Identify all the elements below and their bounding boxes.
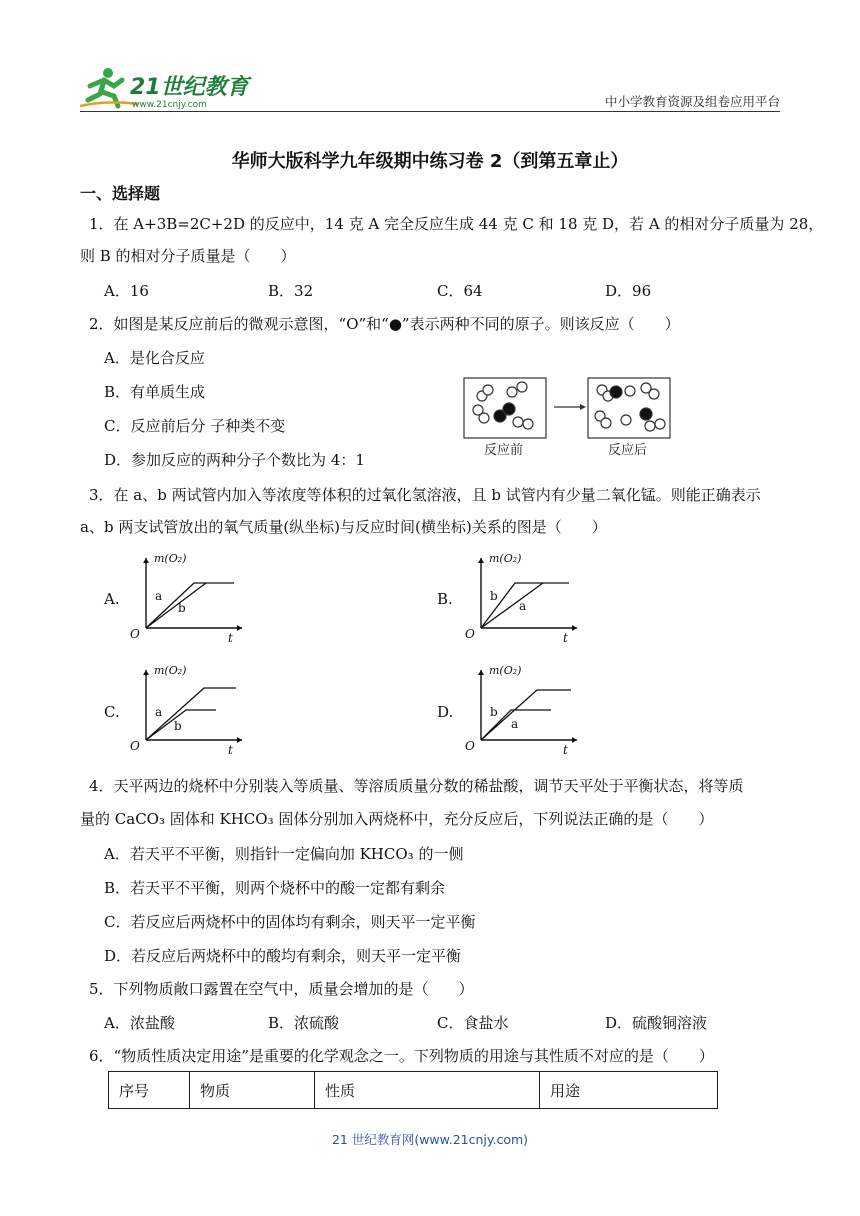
after-label: 反应后 (608, 443, 648, 458)
q4-stem-line1: 4．天平两边的烧杯中分别装入等质量、等溶质质量分数的稀盐酸，调节天平处于平衡状态，将等质 (89, 777, 744, 795)
q5-option-b: B．浓硫酸 (268, 1014, 340, 1032)
q2-option-b: B．有单质生成 (104, 383, 206, 401)
q2-molecule-diagram (462, 376, 672, 460)
q3-option-b: B. (437, 590, 453, 608)
q3-stem-line2: a、b 两支试管放出的氧气质量(纵坐标)与反应时间(横坐标)关系的图是（ ） (80, 518, 607, 536)
series-b-label: b (490, 589, 498, 603)
table-header-cell: 物质 (190, 1072, 315, 1109)
section-heading: 一、选择题 (80, 184, 161, 203)
q3-graph-b (463, 548, 579, 644)
logo-text: 21世纪教育 (130, 75, 249, 100)
q3-graph-d (463, 660, 579, 756)
q1-option-d: D．96 (605, 282, 652, 300)
q5-option-c: C．食盐水 (437, 1014, 509, 1032)
q6-stem: 6．“物质性质决定用途”是重要的化学观念之一。下列物质的用途与其性质不对应的是（ ） (89, 1047, 714, 1065)
footer: 21 世纪教育网(www.21cnjy.com) (331, 1132, 529, 1147)
series-a-label: a (155, 705, 163, 719)
origin-label: O (130, 739, 140, 753)
q4-stem-line2: 量的 CaCO₃ 固体和 KHCO₃ 固体分别加入两烧杯中，充分反应后，下列说法正确的是（ ） (80, 810, 714, 828)
x-axis-label: t (228, 743, 233, 756)
q2-stem: 2．如图是某反应前后的微观示意图，“O”和“●”表示两种不同的原子。则该反应（ ） (89, 315, 680, 333)
series-b-label: b (490, 705, 498, 719)
q3-graph-c (128, 660, 244, 756)
q4-option-d: D．若反应后两烧杯中的酸均有剩余，则天平一定平衡 (104, 947, 462, 965)
platform-label: 中小学教育资源及组卷应用平台 (604, 94, 780, 109)
q3-option-d: D. (437, 703, 454, 721)
q5-option-d: D．硫酸铜溶液 (605, 1014, 708, 1032)
header-divider (80, 111, 780, 112)
series-b-label: b (174, 719, 182, 733)
table-header-row (109, 1072, 718, 1109)
origin-label: O (130, 627, 140, 641)
table-header-cell: 用途 (540, 1072, 718, 1109)
q4-option-b: B．若天平不平衡，则两个烧杯中的酸一定都有剩余 (104, 879, 446, 897)
series-a-label: a (155, 589, 163, 603)
x-axis-label: t (228, 631, 233, 644)
arrow-icon (580, 404, 586, 410)
origin-label: O (465, 627, 475, 641)
q3-option-c: C. (104, 703, 120, 721)
q1-option-c: C．64 (437, 282, 483, 300)
q3-stem-line1: 3．在 a、b 两试管内加入等浓度等体积的过氧化氢溶液，且 b 试管内有少量二氧化锰。则能正确表示 (89, 486, 761, 504)
series-a-label: a (519, 599, 527, 613)
y-axis-label: m(O₂) (154, 664, 187, 677)
q5-stem: 5．下列物质敞口露置在空气中，质量会增加的是（ ） (89, 980, 474, 998)
q1-option-b: B．32 (268, 282, 314, 300)
y-axis-label: m(O₂) (489, 552, 522, 565)
q4-option-a: A．若天平不平衡，则指针一定偏向加 KHCO₃ 的一侧 (104, 845, 464, 863)
q1-stem-line2: 则 B 的相对分子质量是（ ） (80, 247, 296, 265)
q2-option-a: A．是化合反应 (104, 349, 205, 367)
q5-option-a: A．浓盐酸 (104, 1014, 175, 1032)
q1-stem-line1: 1．在 A+3B=2C+2D 的反应中，14 克 A 完全反应生成 44 克 C 和 18 克 D，若 A 的相对分子质量为 28， (89, 215, 824, 233)
series-a-label: a (511, 717, 519, 731)
q2-option-d: D．参加反应的两种分子个数比为 4：1 (104, 451, 365, 469)
q4-option-c: C．若反应后两烧杯中的固体均有剩余，则天平一定平衡 (104, 913, 476, 931)
before-label: 反应前 (484, 443, 524, 458)
y-axis-label: m(O₂) (154, 552, 187, 565)
q1-option-a: A．16 (104, 282, 149, 300)
q2-option-c: C．反应前后分 子种类不变 (104, 417, 286, 435)
y-axis-label: m(O₂) (489, 664, 522, 677)
origin-label: O (465, 739, 475, 753)
x-axis-label: t (563, 631, 568, 644)
q3-option-a: A. (104, 590, 120, 608)
page-title: 华师大版科学九年级期中练习卷 2（到第五章止） (231, 151, 629, 172)
logo (78, 64, 258, 110)
series-b-label: b (178, 601, 186, 615)
table-header-cell: 性质 (315, 1072, 540, 1109)
q6-table (108, 1071, 718, 1109)
logo-url: www.21cnjy.com (132, 100, 207, 110)
q3-graph-a (128, 548, 244, 644)
table-header-cell: 序号 (109, 1072, 190, 1109)
x-axis-label: t (563, 743, 568, 756)
